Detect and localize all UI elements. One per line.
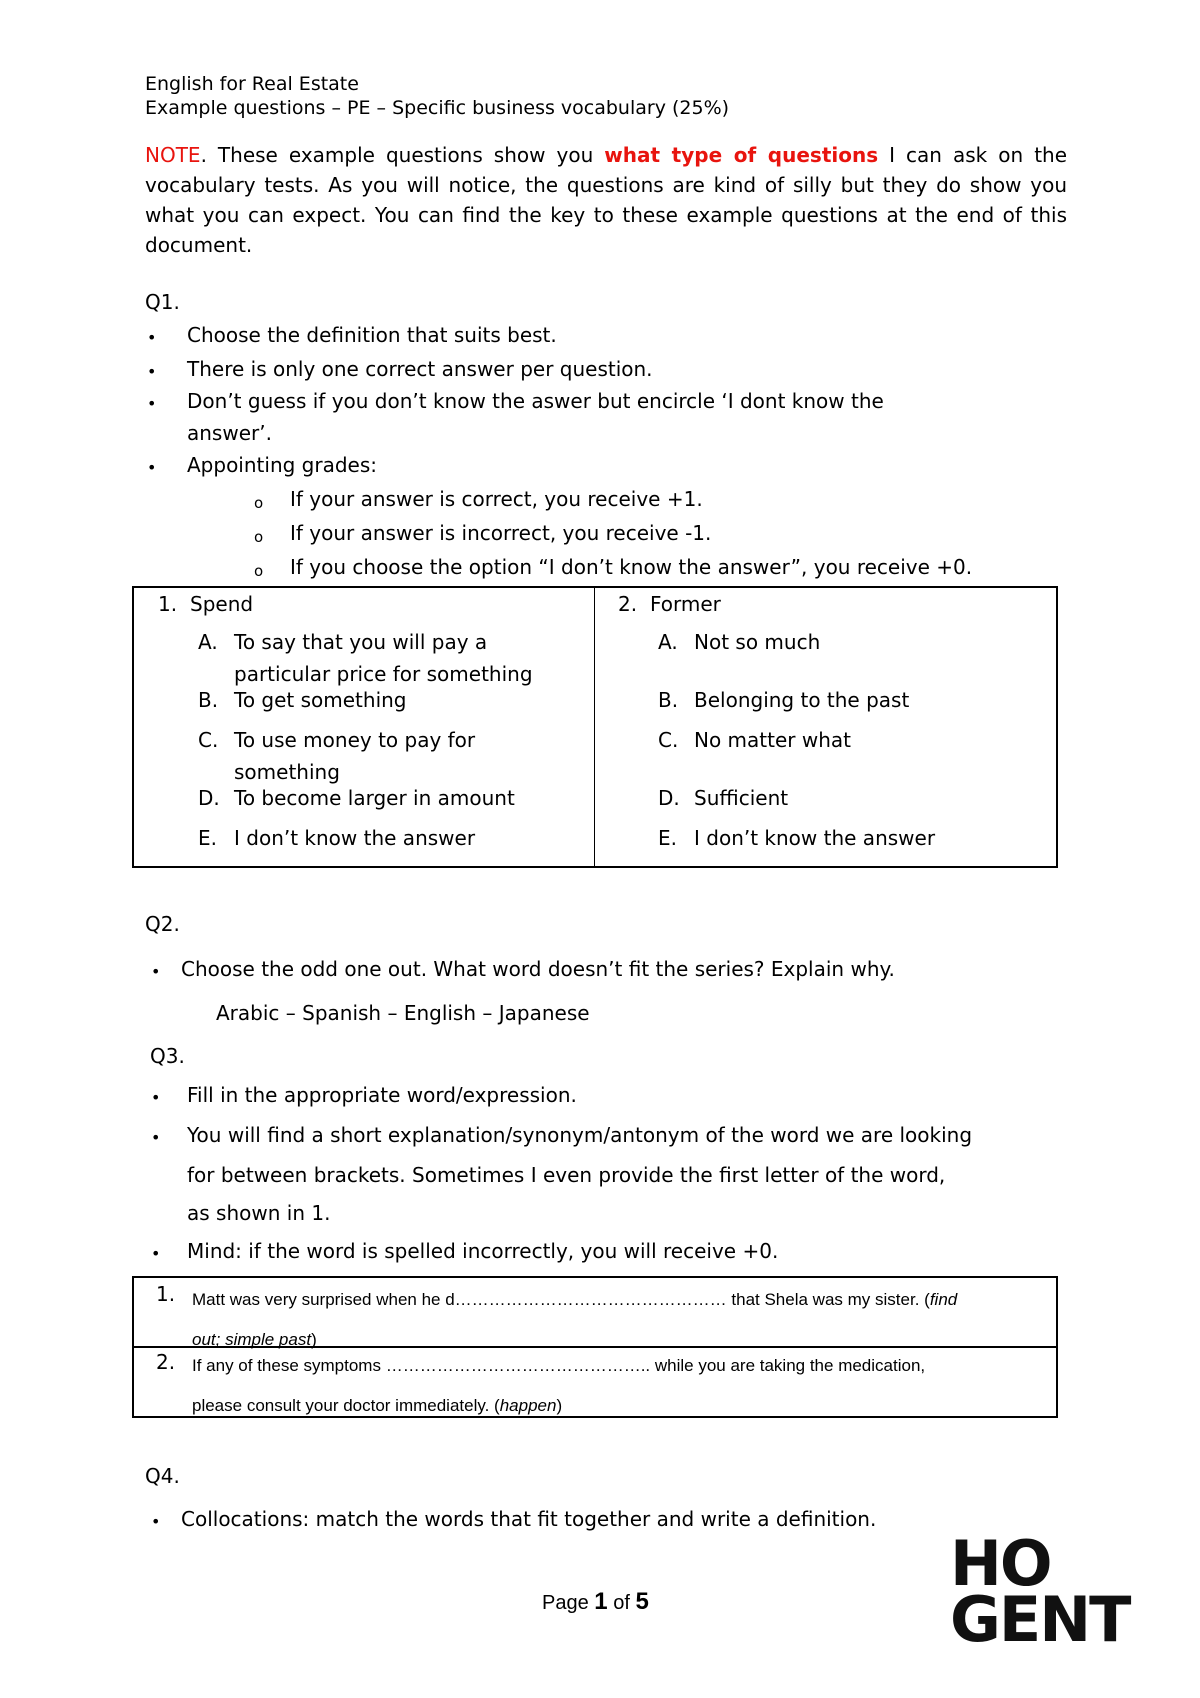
q1-bullet-4: Appointing grades: — [187, 453, 377, 477]
option-text: To become larger in amount — [234, 786, 515, 810]
option-letter: E. — [198, 826, 217, 850]
fill-in-row-1 — [134, 1278, 1056, 1348]
row-1-hint-a: find — [929, 1290, 958, 1309]
option-letter: C. — [198, 728, 219, 752]
q3-title: Q3. — [150, 1044, 185, 1068]
option-letter: D. — [658, 786, 680, 810]
page-number — [542, 1588, 649, 1616]
row-1-line-2 — [192, 1330, 317, 1350]
q3-fill-in-table — [132, 1276, 1058, 1418]
row-2-text-b: please consult your doctor immediately. ( — [192, 1396, 500, 1415]
bullet-dot: • — [147, 362, 157, 381]
q3-bullet-3: Mind: if the word is spelled incorrectly, you will receive +0. — [187, 1239, 779, 1263]
current-page: 1 — [594, 1588, 608, 1615]
q1-bullet-3: Don’t guess if you don’t know the aswer but encircle ‘I dont know the — [187, 389, 884, 413]
total-pages: 5 — [635, 1588, 649, 1615]
q1-sub-1: If your answer is correct, you receive +1. — [290, 487, 703, 511]
circle-bullet-icon: o — [254, 562, 264, 580]
circle-bullet-icon: o — [254, 528, 264, 546]
row-1-number: 1. — [156, 1282, 176, 1306]
option-text: I don’t know the answer — [234, 826, 476, 850]
bullet-dot: • — [147, 458, 157, 477]
row-1-line-1 — [192, 1290, 957, 1310]
q1-title: Q1. — [145, 290, 180, 314]
q2-title: Q2. — [145, 912, 180, 936]
bullet-dot: • — [151, 1512, 161, 1531]
option-text: I don’t know the answer — [694, 826, 936, 850]
circle-bullet-icon: o — [254, 494, 264, 512]
row-2-number: 2. — [156, 1350, 176, 1374]
page-word: Page — [542, 1592, 589, 1614]
q3-bullet-1: Fill in the appropriate word/expression. — [187, 1083, 577, 1107]
q1-sub-3: If you choose the option “I don’t know the answer”, you receive +0. — [290, 555, 973, 579]
option-text: To use money to pay for — [234, 728, 476, 752]
option-text: Sufficient — [694, 786, 789, 810]
option-text: To say that you will pay a — [234, 630, 488, 654]
note-text-a: . These example questions show you — [200, 143, 605, 167]
q1-question-table — [132, 586, 1058, 868]
q4-title: Q4. — [145, 1464, 180, 1488]
option-letter: A. — [198, 630, 218, 654]
option-text: Belonging to the past — [694, 688, 910, 712]
document-title: English for Real Estate — [145, 73, 359, 95]
option-letter: E. — [658, 826, 677, 850]
option-text: Not so much — [694, 630, 821, 654]
bullet-dot: • — [147, 394, 157, 413]
q4-bullet: Collocations: match the words that fit together and write a definition. — [181, 1507, 877, 1531]
table-divider — [594, 588, 595, 866]
q3-bullet-2-cont: for between brackets. Sometimes I even provide the first letter of the word, — [187, 1163, 946, 1187]
q2-bullet: Choose the odd one out. What word doesn’t fit the series? Explain why. — [181, 957, 895, 981]
item-1-number: 1. — [158, 592, 178, 616]
option-text: To get something — [234, 688, 407, 712]
option-text: particular price for something — [234, 662, 533, 686]
item-2-number: 2. — [618, 592, 638, 616]
note-highlight: what type of questions — [604, 143, 879, 167]
item-2-word: Former — [650, 592, 721, 616]
bullet-dot: • — [151, 1088, 161, 1107]
note-text-b: I can ask on the vocabulary tests. As you will notice, the questions are kind of silly but they do show you what you can expect. You can find the key to these example questions at the end of this document. — [145, 143, 1068, 257]
bullet-dot: • — [147, 328, 157, 347]
row-2-hint: happen — [499, 1396, 557, 1415]
logo-line-1: HO — [950, 1527, 1051, 1600]
document-subtitle: Example questions – PE – Specific business vocabulary (25%) — [145, 97, 730, 119]
q1-bullet-1: Choose the definition that suits best. — [187, 323, 557, 347]
q1-bullet-3-cont: answer’. — [187, 421, 272, 445]
q1-bullet-2: There is only one correct answer per question. — [187, 357, 653, 381]
q3-bullet-2-cont2: as shown in 1. — [187, 1201, 331, 1225]
row-1-end: ) — [311, 1330, 317, 1349]
option-letter: A. — [658, 630, 678, 654]
bullet-dot: • — [151, 962, 161, 981]
of-word: of — [613, 1592, 630, 1614]
hogent-logo — [950, 1527, 1130, 1656]
option-text: No matter what — [694, 728, 851, 752]
row-2-line-2 — [192, 1396, 562, 1416]
note-paragraph — [145, 140, 1067, 260]
row-1-hint-b: out; simple past — [192, 1330, 312, 1349]
row-2-line-1: If any of these symptoms ……………………………………….. while you are taking the medication, — [192, 1356, 926, 1375]
q1-sub-2: If your answer is incorrect, you receive -1. — [290, 521, 712, 545]
q3-bullet-2: You will find a short explanation/synonym/antonym of the word we are looking — [187, 1123, 973, 1147]
bullet-dot: • — [151, 1244, 161, 1263]
q2-series: Arabic – Spanish – English – Japanese — [216, 1001, 590, 1025]
option-letter: B. — [658, 688, 679, 712]
option-letter: D. — [198, 786, 220, 810]
option-text: something — [234, 760, 340, 784]
fill-in-row-2 — [134, 1348, 1056, 1416]
option-letter: B. — [198, 688, 219, 712]
bullet-dot: • — [151, 1128, 161, 1147]
note-label: NOTE — [145, 143, 201, 167]
option-letter: C. — [658, 728, 679, 752]
row-2-end: ) — [556, 1396, 563, 1415]
row-1-text: Matt was very surprised when he d………………………………………… that Shela was my sister. ( — [192, 1290, 930, 1309]
logo-line-2: GENT — [950, 1583, 1130, 1656]
item-1-word: Spend — [190, 592, 254, 616]
